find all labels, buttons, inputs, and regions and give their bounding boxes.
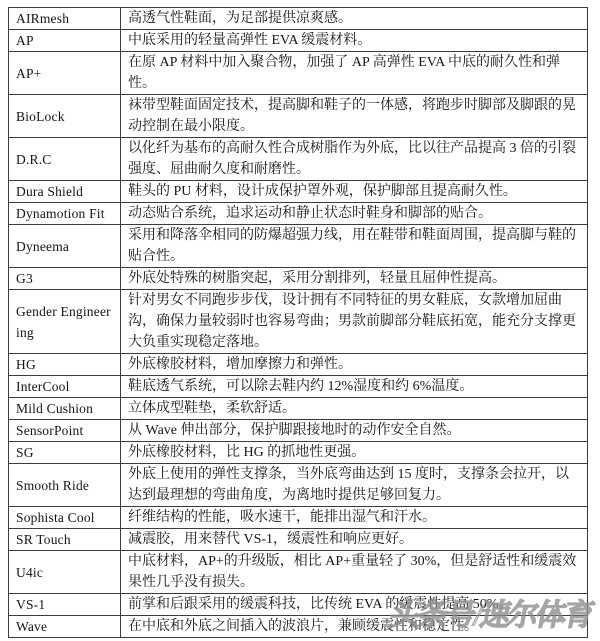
description-cell: 鞋头的 PU 材料，设计成保护罩外观，保护脚部且提高耐久性。: [121, 181, 588, 203]
term-cell: D.R.C: [9, 138, 121, 181]
table-row: [9, 225, 588, 268]
table-row: [9, 594, 588, 616]
description-cell: 减震胶，用来替代 VS-1，缓震性和响应更好。: [121, 529, 588, 551]
term-cell: G3: [9, 268, 121, 290]
term-cell: SensorPoint: [9, 420, 121, 442]
description-cell: 外底上使用的弹性支撑条，当外底弯曲达到 15 度时，支撑条会拉开，以达到最理想的弯曲角度，为离地时提供足够回复力。: [121, 464, 588, 507]
description-cell: 动态贴合系统，追求运动和静止状态时鞋身和脚部的贴合。: [121, 203, 588, 225]
table-row: [9, 181, 588, 203]
glossary-table: [8, 7, 588, 638]
term-cell: SG: [9, 442, 121, 464]
table-row: [9, 616, 588, 638]
term-cell: AIRmesh: [9, 8, 121, 30]
description-cell: 外底橡胶材料，增加摩擦力和弹性。: [121, 354, 588, 376]
description-cell: 前掌和后跟采用的缓震科技，比传统 EVA 的缓震性提高 50%。: [121, 594, 588, 616]
description-cell: 高透气性鞋面，为足部提供凉爽感。: [121, 8, 588, 30]
term-cell: Dyneema: [9, 225, 121, 268]
term-cell: Wave: [9, 616, 121, 638]
description-cell: 针对男女不同跑步步伐，设计拥有不同特征的男女鞋底，女款增加屈曲沟，确保力量较弱时也容易弯曲；男款前脚部分鞋底拓宽，能充分支撑更大负重实现稳定落地。: [121, 290, 588, 354]
term-cell: BioLock: [9, 95, 121, 138]
description-cell: 纤维结构的性能，吸水速干，能排出湿气和汗水。: [121, 507, 588, 529]
table-row: [9, 268, 588, 290]
description-cell: 立体成型鞋垫，柔软舒适。: [121, 398, 588, 420]
table-row: [9, 95, 588, 138]
description-cell: 从 Wave 伸出部分，保护脚跟接地时的动作安全自然。: [121, 420, 588, 442]
term-cell: Smooth Ride: [9, 464, 121, 507]
description-cell: 中底采用的轻量高弹性 EVA 缓震材料。: [121, 30, 588, 52]
description-cell: 鞋底透气系统，可以除去鞋内约 12%湿度和约 6%温度。: [121, 376, 588, 398]
table-row: [9, 290, 588, 354]
term-cell: InterCool: [9, 376, 121, 398]
description-cell: 在原 AP 材料中加入聚合物，加强了 AP 高弹性 EVA 中底的耐久性和弹性。: [121, 52, 588, 95]
table-row: [9, 203, 588, 225]
table-row: [9, 376, 588, 398]
description-cell: 以化纤为基布的高耐久性合成树脂作为外底，比以往产品提高 3 倍的引裂强度、屈曲耐久度和耐磨性。: [121, 138, 588, 181]
table-row: [9, 138, 588, 181]
description-cell: 在中底和外底之间插入的波浪片，兼顾缓震性和稳定性。: [121, 616, 588, 638]
table-row: [9, 398, 588, 420]
watermark: 头条号/速尔体育: [387, 599, 596, 632]
table-row: [9, 464, 588, 507]
description-cell: 采用和降落伞相同的防爆超强力线，用在鞋带和鞋面周围，提高脚与鞋的贴合性。: [121, 225, 588, 268]
term-cell: AP: [9, 30, 121, 52]
glossary-table-body: [9, 8, 588, 638]
table-row: [9, 354, 588, 376]
term-cell: Dynamotion Fit: [9, 203, 121, 225]
description-cell: 袜带型鞋面固定技术，提高脚和鞋子的一体感，将跑步时脚部及脚跟的晃动控制在最小限度。: [121, 95, 588, 138]
term-cell: VS-1: [9, 594, 121, 616]
term-cell: Gender Engineering: [9, 290, 121, 354]
description-cell: 外底橡胶材料，比 HG 的抓地性更强。: [121, 442, 588, 464]
term-cell: U4ic: [9, 551, 121, 594]
term-cell: AP+: [9, 52, 121, 95]
table-row: [9, 529, 588, 551]
table-row: [9, 52, 588, 95]
term-cell: SR Touch: [9, 529, 121, 551]
description-cell: 中底材料，AP+的升级版，相比 AP+重量轻了 30%，但是舒适性和缓震效果性几乎没有损失。: [121, 551, 588, 594]
term-cell: Mild Cushion: [9, 398, 121, 420]
table-row: [9, 30, 588, 52]
description-cell: 外底处特殊的树脂突起，采用分割排列，轻量且屈伸性提高。: [121, 268, 588, 290]
term-cell: Sophista Cool: [9, 507, 121, 529]
table-row: [9, 420, 588, 442]
table-row: [9, 442, 588, 464]
table-row: [9, 8, 588, 30]
table-row: [9, 551, 588, 594]
term-cell: HG: [9, 354, 121, 376]
table-row: [9, 507, 588, 529]
term-cell: Dura Shield: [9, 181, 121, 203]
